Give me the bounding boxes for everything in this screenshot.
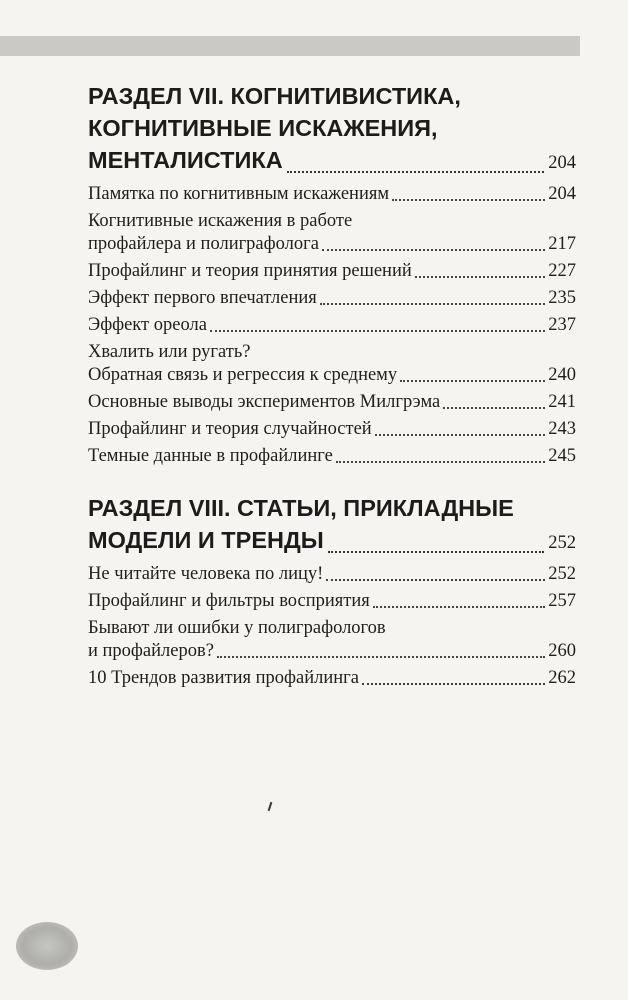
print-speck <box>268 802 273 811</box>
entry-title: Эффект ореола <box>88 315 207 335</box>
dot-leader <box>328 551 545 553</box>
page-number: 204 <box>548 153 576 173</box>
entry-title: Бывают ли ошибки у полиграфологов <box>88 618 386 638</box>
toc-entry[interactable] <box>88 183 576 206</box>
toc-entry[interactable] <box>88 590 576 613</box>
page-number: 252 <box>548 564 576 584</box>
entry-title: Основные выводы экспериментов Милгрэма <box>88 392 441 412</box>
section-heading <box>88 80 576 179</box>
page-number: 204 <box>548 184 576 204</box>
entry-title: профайлера и полиграфолога <box>88 234 319 254</box>
toc-entry[interactable] <box>88 418 576 441</box>
dot-leader <box>322 249 545 251</box>
dot-leader <box>326 579 545 581</box>
top-gray-band <box>0 36 580 56</box>
dot-leader <box>336 461 545 463</box>
entry-title: Эффект первого впечатления <box>88 288 317 308</box>
dot-leader <box>392 199 545 201</box>
entry-title: Темные данные в профайлинге <box>88 446 333 466</box>
entry-title: Профайлинг и теория принятия решений <box>88 261 412 281</box>
dot-leader <box>400 380 545 382</box>
page-number: 237 <box>548 315 576 335</box>
entry-title: Обратная связь и регрессия к среднему <box>88 365 398 385</box>
toc-entry[interactable] <box>88 617 576 663</box>
section-title-line: МЕНТАЛИСТИКА <box>88 147 283 173</box>
toc-entry[interactable] <box>88 667 576 690</box>
toc-entry[interactable] <box>88 391 576 414</box>
page-number: 257 <box>548 591 576 611</box>
entry-title: Памятка по когнитивным искажениям <box>88 184 390 204</box>
dot-leader <box>320 303 545 305</box>
toc-entry[interactable] <box>88 445 576 468</box>
page-number: 260 <box>548 641 576 661</box>
dot-leader <box>375 434 546 436</box>
toc-entry[interactable] <box>88 287 576 310</box>
toc-entry[interactable] <box>88 341 576 387</box>
entry-title: Профайлинг и фильтры восприятия <box>88 591 370 611</box>
dot-leader <box>287 171 545 173</box>
section-title-line: МОДЕЛИ И ТРЕНДЫ <box>88 527 324 553</box>
library-stamp <box>16 922 78 970</box>
entry-title: Когнитивные искажения в работе <box>88 211 353 231</box>
section-title-line: РАЗДЕЛ VIII. СТАТЬИ, ПРИКЛАДНЫЕ <box>88 495 514 521</box>
page-number: 245 <box>548 446 576 466</box>
dot-leader <box>373 606 545 608</box>
page-number: 262 <box>548 668 576 688</box>
page-number: 227 <box>548 261 576 281</box>
page-number: 241 <box>548 392 576 412</box>
entry-title: Не читайте человека по лицу! <box>88 564 324 584</box>
page-number: 217 <box>548 234 576 254</box>
dot-leader <box>443 407 545 409</box>
entry-title: 10 Трендов развития профайлинга <box>88 668 359 688</box>
section-heading <box>88 492 576 559</box>
toc-entry[interactable] <box>88 210 576 256</box>
entry-title: Хвалить или ругать? <box>88 342 251 362</box>
page-number: 243 <box>548 419 576 439</box>
entry-title: Профайлинг и теория случайностей <box>88 419 372 439</box>
dot-leader <box>210 330 545 332</box>
dot-leader <box>217 656 545 658</box>
dot-leader <box>362 683 545 685</box>
section-title-line: КОГНИТИВНЫЕ ИСКАЖЕНИЯ, <box>88 115 438 141</box>
toc-entry[interactable] <box>88 260 576 283</box>
table-of-contents <box>88 80 576 690</box>
page-number: 240 <box>548 365 576 385</box>
dot-leader <box>415 276 545 278</box>
toc-entry[interactable] <box>88 314 576 337</box>
toc-entry[interactable] <box>88 563 576 586</box>
entry-title: и профайлеров? <box>88 641 214 661</box>
section-title-line: РАЗДЕЛ VII. КОГНИТИВИСТИКА, <box>88 83 461 109</box>
page-number: 252 <box>548 533 576 553</box>
page-number: 235 <box>548 288 576 308</box>
